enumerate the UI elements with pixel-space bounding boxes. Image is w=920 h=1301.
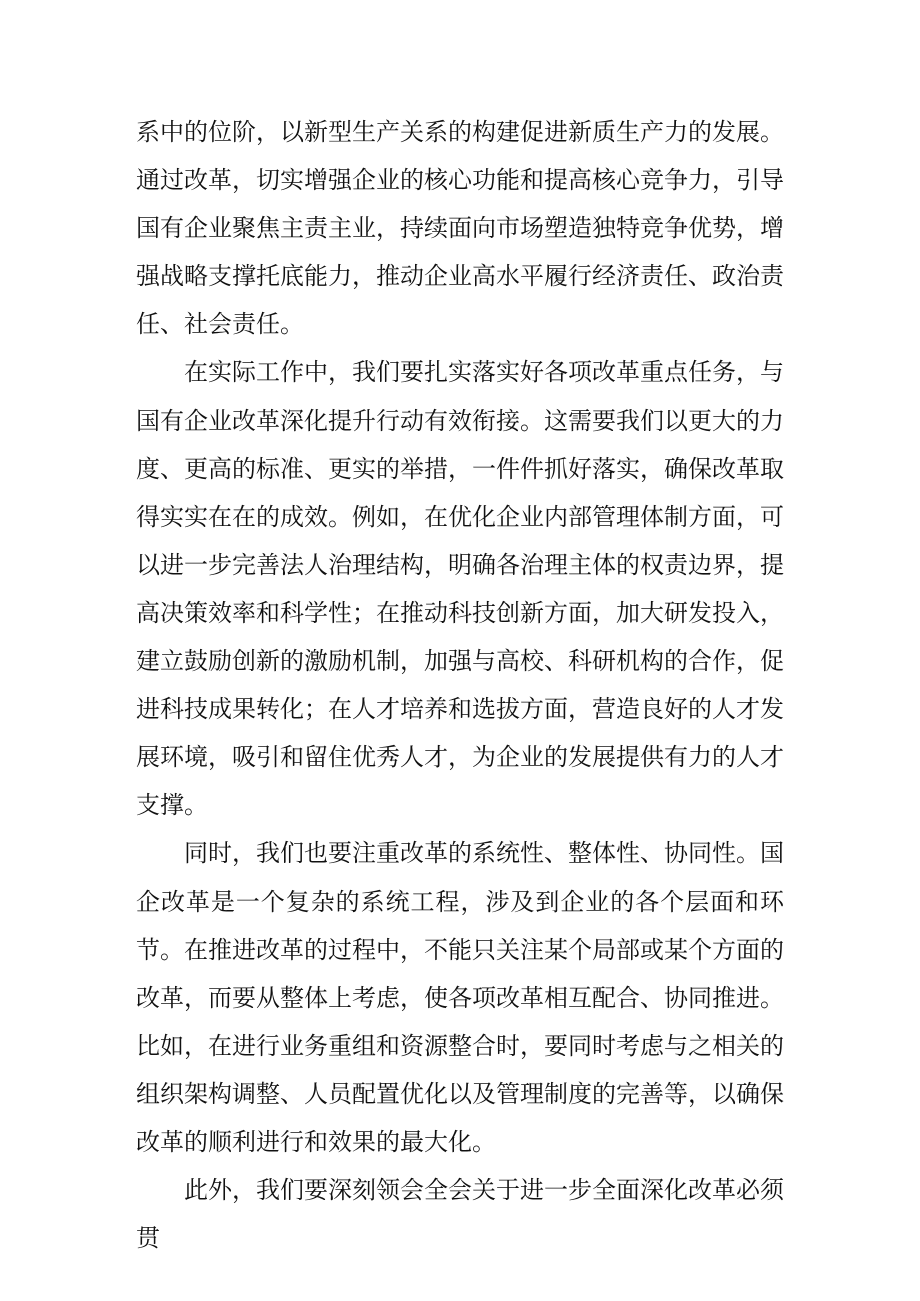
paragraph-furthermore: 此外，我们要深刻领会全会关于进一步全面深化改革必须贯 xyxy=(136,1176,784,1253)
document-body xyxy=(136,108,784,1262)
paragraph-continuation: 系中的位阶，以新型生产关系的构建促进新质生产力的发展。通过改革，切实增强企业的核心功能和提高核心竞争力，引导国有企业聚焦主责主业，持续面向市场塑造独特竞争优势，增强战略支撑托底能力，推动企业高水平履行经济责任、政治责任、社会责任。 xyxy=(136,118,784,339)
paragraph-practical-work: 在实际工作中，我们要扎实落实好各项改革重点任务，与国有企业改革深化提升行动有效衔接。这需要我们以更大的力度、更高的标准、更实的举措，一件件抓好落实，确保改革取得实实在在的成效。例如，在优化企业内部管理体制方面，可以进一步完善法人治理结构，明确各治理主体的权责边界，提高决策效率和科学性；在推动科技创新方面，加大研发投入，建立鼓励创新的激励机制，加强与高校、科研机构的合作，促进科技成果转化；在人才培养和选拔方面，营造良好的人才发展环境，吸引和留住优秀人才，为企业的发展提供有力的人才支撑。 xyxy=(136,358,784,820)
paragraph-systematic-reform: 同时，我们也要注重改革的系统性、整体性、协同性。国企改革是一个复杂的系统工程，涉及到企业的各个层面和环节。在推进改革的过程中，不能只关注某个局部或某个方面的改革，而要从整体上考虑，使各项改革相互配合、协同推进。比如，在进行业务重组和资源整合时，要同时考虑与之相关的组织架构调整、人员配置优化以及管理制度的完善等，以确保改革的顺利进行和效果的最大化。 xyxy=(136,839,784,1156)
